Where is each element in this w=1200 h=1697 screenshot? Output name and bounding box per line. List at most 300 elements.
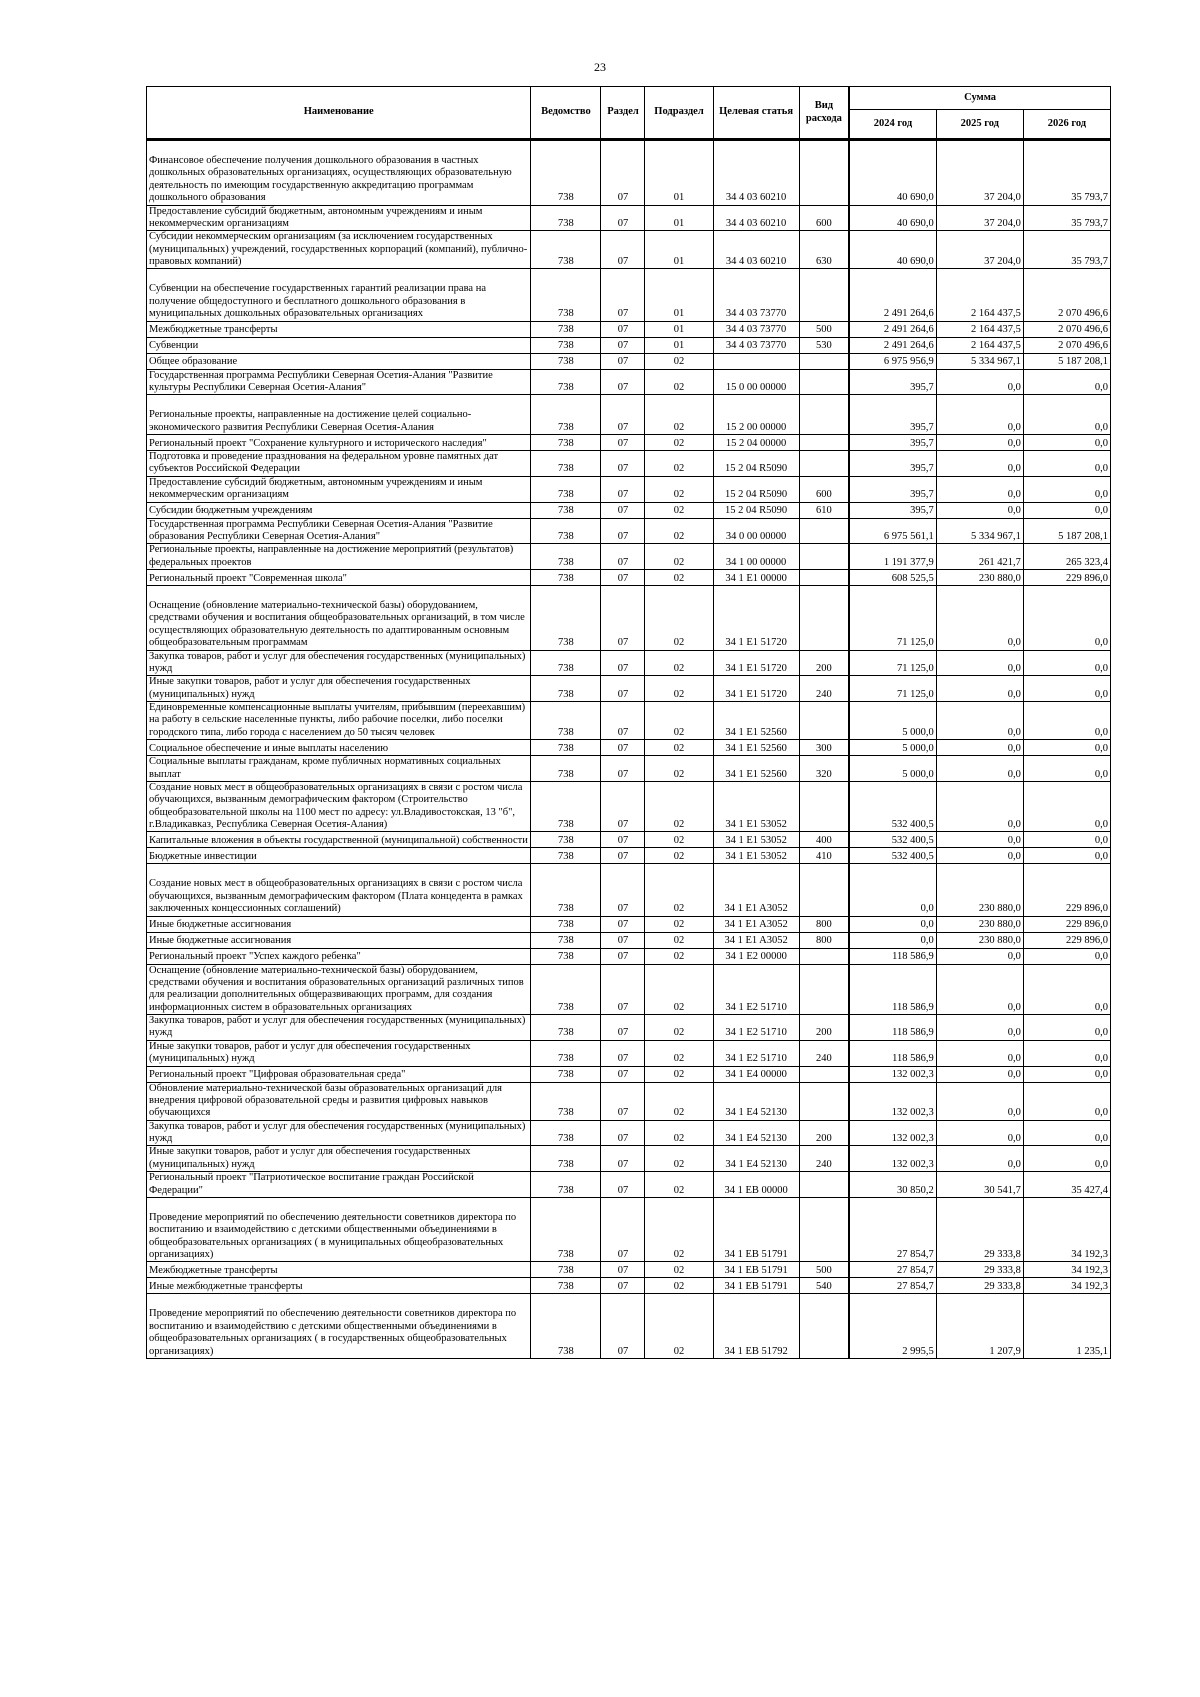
row-podrazdel-cell: 02 bbox=[645, 353, 713, 369]
row-name-cell: Закупка товаров, работ и услуг для обеспечения государственных (муниципальных) нужд bbox=[147, 650, 531, 676]
row-podrazdel-cell: 02 bbox=[645, 369, 713, 395]
row-expense-type-cell: 800 bbox=[799, 932, 849, 948]
row-2026-cell: 0,0 bbox=[1023, 1146, 1110, 1172]
row-ved-cell: 738 bbox=[531, 518, 601, 544]
row-expense-type-cell bbox=[799, 451, 849, 477]
row-name-cell: Финансовое обеспечение получения дошкольного образования в частных дошкольных образовательных организациях, осуществляющих образовательную деятельность по имеющим государственную аккредитацию программам дошкольного образования bbox=[147, 140, 531, 206]
row-2024-cell: 40 690,0 bbox=[849, 140, 936, 206]
row-razdel-cell: 07 bbox=[601, 932, 645, 948]
row-name-cell: Предоставление субсидий бюджетным, автономным учреждениям и иным некоммерческим организациям bbox=[147, 205, 531, 231]
row-razdel-cell: 07 bbox=[601, 570, 645, 586]
row-razdel-cell: 07 bbox=[601, 832, 645, 848]
row-ved-cell: 738 bbox=[531, 1120, 601, 1146]
row-razdel-cell: 07 bbox=[601, 781, 645, 832]
row-expense-type-cell bbox=[799, 1172, 849, 1198]
row-expense-type-cell bbox=[799, 353, 849, 369]
row-expense-type-cell: 600 bbox=[799, 205, 849, 231]
row-target-article-cell: 34 4 03 73770 bbox=[713, 337, 799, 353]
row-2026-cell: 34 192,3 bbox=[1023, 1278, 1110, 1294]
row-2026-cell: 0,0 bbox=[1023, 369, 1110, 395]
row-expense-type-cell: 610 bbox=[799, 502, 849, 518]
row-2025-cell: 2 164 437,5 bbox=[936, 337, 1023, 353]
row-name-cell: Иные бюджетные ассигнования bbox=[147, 916, 531, 932]
table-body bbox=[147, 140, 1111, 1359]
table-row bbox=[147, 964, 1111, 1015]
row-2024-cell: 6 975 956,9 bbox=[849, 353, 936, 369]
row-2025-cell: 37 204,0 bbox=[936, 205, 1023, 231]
table-row bbox=[147, 781, 1111, 832]
row-expense-type-cell bbox=[799, 570, 849, 586]
row-2026-cell: 0,0 bbox=[1023, 502, 1110, 518]
row-name-cell: Региональный проект "Современная школа" bbox=[147, 570, 531, 586]
header-name: Наименование bbox=[147, 87, 531, 140]
row-razdel-cell: 07 bbox=[601, 1066, 645, 1082]
row-expense-type-cell: 200 bbox=[799, 650, 849, 676]
table-row bbox=[147, 337, 1111, 353]
row-target-article-cell: 15 2 04 R5090 bbox=[713, 502, 799, 518]
row-2026-cell: 0,0 bbox=[1023, 1120, 1110, 1146]
row-2026-cell: 0,0 bbox=[1023, 702, 1110, 740]
row-expense-type-cell bbox=[799, 435, 849, 451]
row-2024-cell: 5 000,0 bbox=[849, 702, 936, 740]
row-2025-cell: 0,0 bbox=[936, 586, 1023, 651]
row-ved-cell: 738 bbox=[531, 1040, 601, 1066]
row-podrazdel-cell: 01 bbox=[645, 205, 713, 231]
row-razdel-cell: 07 bbox=[601, 435, 645, 451]
row-2024-cell: 532 400,5 bbox=[849, 848, 936, 864]
row-podrazdel-cell: 02 bbox=[645, 586, 713, 651]
row-2025-cell: 0,0 bbox=[936, 1040, 1023, 1066]
row-2024-cell: 71 125,0 bbox=[849, 676, 936, 702]
row-name-cell: Социальное обеспечение и иные выплаты населению bbox=[147, 740, 531, 756]
row-ved-cell: 738 bbox=[531, 948, 601, 964]
row-2025-cell: 5 334 967,1 bbox=[936, 518, 1023, 544]
row-2025-cell: 37 204,0 bbox=[936, 231, 1023, 269]
row-expense-type-cell: 630 bbox=[799, 231, 849, 269]
row-podrazdel-cell: 02 bbox=[645, 1197, 713, 1262]
table-row bbox=[147, 395, 1111, 435]
row-target-article-cell: 34 4 03 60210 bbox=[713, 205, 799, 231]
row-target-article-cell: 34 1 EB 51791 bbox=[713, 1278, 799, 1294]
row-2026-cell: 229 896,0 bbox=[1023, 916, 1110, 932]
row-2025-cell: 2 164 437,5 bbox=[936, 269, 1023, 321]
row-target-article-cell: 15 0 00 00000 bbox=[713, 369, 799, 395]
row-name-cell: Общее образование bbox=[147, 353, 531, 369]
row-ved-cell: 738 bbox=[531, 586, 601, 651]
row-name-cell: Межбюджетные трансферты bbox=[147, 321, 531, 337]
table-row bbox=[147, 353, 1111, 369]
row-name-cell: Иные закупки товаров, работ и услуг для обеспечения государственных (муниципальных) нужд bbox=[147, 1146, 531, 1172]
row-2026-cell: 0,0 bbox=[1023, 740, 1110, 756]
row-name-cell: Субвенции bbox=[147, 337, 531, 353]
row-razdel-cell: 07 bbox=[601, 269, 645, 321]
row-razdel-cell: 07 bbox=[601, 1040, 645, 1066]
row-ved-cell: 738 bbox=[531, 650, 601, 676]
row-expense-type-cell bbox=[799, 586, 849, 651]
row-razdel-cell: 07 bbox=[601, 916, 645, 932]
row-razdel-cell: 07 bbox=[601, 476, 645, 502]
row-target-article-cell: 34 1 E4 00000 bbox=[713, 1066, 799, 1082]
row-podrazdel-cell: 02 bbox=[645, 948, 713, 964]
row-2025-cell: 0,0 bbox=[936, 1082, 1023, 1120]
row-name-cell: Иные закупки товаров, работ и услуг для обеспечения государственных (муниципальных) нужд bbox=[147, 1040, 531, 1066]
row-podrazdel-cell: 02 bbox=[645, 570, 713, 586]
row-2026-cell: 229 896,0 bbox=[1023, 932, 1110, 948]
row-2026-cell: 0,0 bbox=[1023, 650, 1110, 676]
row-ved-cell: 738 bbox=[531, 964, 601, 1015]
row-razdel-cell: 07 bbox=[601, 1278, 645, 1294]
row-2025-cell: 0,0 bbox=[936, 1120, 1023, 1146]
row-2024-cell: 40 690,0 bbox=[849, 231, 936, 269]
table-row bbox=[147, 1120, 1111, 1146]
row-name-cell: Подготовка и проведение празднования на федеральном уровне памятных дат субъектов Российской Федерации bbox=[147, 451, 531, 477]
row-ved-cell: 738 bbox=[531, 570, 601, 586]
row-expense-type-cell bbox=[799, 781, 849, 832]
row-ved-cell: 738 bbox=[531, 832, 601, 848]
table-row bbox=[147, 756, 1111, 782]
row-name-cell: Межбюджетные трансферты bbox=[147, 1262, 531, 1278]
table-row bbox=[147, 1294, 1111, 1359]
row-2024-cell: 2 491 264,6 bbox=[849, 337, 936, 353]
header-ved: Ведомство bbox=[531, 87, 601, 140]
row-2025-cell: 0,0 bbox=[936, 848, 1023, 864]
row-2024-cell: 30 850,2 bbox=[849, 1172, 936, 1198]
row-ved-cell: 738 bbox=[531, 1066, 601, 1082]
row-razdel-cell: 07 bbox=[601, 740, 645, 756]
row-name-cell: Оснащение (обновление материально-технической базы) оборудованием, средствами обучения и воспитания образовательных организаций различных типов для реализации дополнительных общеразвивающих программ, для создания информационных систем в образовательных организациях bbox=[147, 964, 531, 1015]
row-name-cell: Проведение мероприятий по обеспечению деятельности советников директора по воспитанию и взаимодействию с детскими общественными объединениями в общеобразовательных организациях ( в государственных общеобразовательных организациях) bbox=[147, 1294, 531, 1359]
row-podrazdel-cell: 02 bbox=[645, 756, 713, 782]
table-row bbox=[147, 932, 1111, 948]
row-2025-cell: 0,0 bbox=[936, 476, 1023, 502]
row-name-cell: Региональный проект "Успех каждого ребенка" bbox=[147, 948, 531, 964]
row-razdel-cell: 07 bbox=[601, 650, 645, 676]
row-ved-cell: 738 bbox=[531, 502, 601, 518]
table-row bbox=[147, 1040, 1111, 1066]
row-target-article-cell: 34 1 E1 51720 bbox=[713, 676, 799, 702]
row-2024-cell: 395,7 bbox=[849, 502, 936, 518]
row-2026-cell: 0,0 bbox=[1023, 964, 1110, 1015]
row-podrazdel-cell: 02 bbox=[645, 916, 713, 932]
row-2024-cell: 132 002,3 bbox=[849, 1082, 936, 1120]
row-podrazdel-cell: 02 bbox=[645, 1040, 713, 1066]
row-name-cell: Создание новых мест в общеобразовательных организациях в связи с ростом числа обучающихся, вызванным демографическим фактором (Строительство общеобразовательной школы на 1100 мест по адресу: ул.Владивостокская, 13 "б", г.Владикавказ, Республика Северная Осетия-Алания) bbox=[147, 781, 531, 832]
row-2025-cell: 230 880,0 bbox=[936, 570, 1023, 586]
row-ved-cell: 738 bbox=[531, 544, 601, 570]
row-2026-cell: 265 323,4 bbox=[1023, 544, 1110, 570]
table-row bbox=[147, 476, 1111, 502]
row-target-article-cell: 34 1 EB 00000 bbox=[713, 1172, 799, 1198]
row-ved-cell: 738 bbox=[531, 435, 601, 451]
row-2025-cell: 0,0 bbox=[936, 451, 1023, 477]
row-2026-cell: 35 427,4 bbox=[1023, 1172, 1110, 1198]
row-podrazdel-cell: 02 bbox=[645, 1172, 713, 1198]
row-2026-cell: 2 070 496,6 bbox=[1023, 269, 1110, 321]
row-ved-cell: 738 bbox=[531, 337, 601, 353]
row-podrazdel-cell: 02 bbox=[645, 1082, 713, 1120]
row-2024-cell: 532 400,5 bbox=[849, 832, 936, 848]
row-podrazdel-cell: 02 bbox=[645, 1015, 713, 1041]
row-podrazdel-cell: 02 bbox=[645, 932, 713, 948]
row-razdel-cell: 07 bbox=[601, 544, 645, 570]
table-row bbox=[147, 518, 1111, 544]
row-expense-type-cell bbox=[799, 1197, 849, 1262]
table-row bbox=[147, 1278, 1111, 1294]
header-year-2024: 2024 год bbox=[849, 110, 936, 140]
row-2025-cell: 2 164 437,5 bbox=[936, 321, 1023, 337]
row-ved-cell: 738 bbox=[531, 1146, 601, 1172]
header-target-article: Целевая статья bbox=[713, 87, 799, 140]
row-razdel-cell: 07 bbox=[601, 321, 645, 337]
table-row bbox=[147, 140, 1111, 206]
row-2025-cell: 230 880,0 bbox=[936, 916, 1023, 932]
table-row bbox=[147, 864, 1111, 916]
row-target-article-cell: 34 1 EB 51791 bbox=[713, 1262, 799, 1278]
row-2024-cell: 6 975 561,1 bbox=[849, 518, 936, 544]
row-podrazdel-cell: 02 bbox=[645, 1262, 713, 1278]
row-2024-cell: 71 125,0 bbox=[849, 586, 936, 651]
row-podrazdel-cell: 02 bbox=[645, 1146, 713, 1172]
row-ved-cell: 738 bbox=[531, 269, 601, 321]
row-2024-cell: 2 995,5 bbox=[849, 1294, 936, 1359]
row-ved-cell: 738 bbox=[531, 1262, 601, 1278]
row-2025-cell: 0,0 bbox=[936, 369, 1023, 395]
row-podrazdel-cell: 02 bbox=[645, 650, 713, 676]
row-expense-type-cell bbox=[799, 369, 849, 395]
table-row bbox=[147, 1146, 1111, 1172]
row-expense-type-cell: 530 bbox=[799, 337, 849, 353]
row-podrazdel-cell: 02 bbox=[645, 832, 713, 848]
row-2024-cell: 395,7 bbox=[849, 435, 936, 451]
table-row bbox=[147, 321, 1111, 337]
row-2024-cell: 118 586,9 bbox=[849, 1015, 936, 1041]
row-expense-type-cell bbox=[799, 948, 849, 964]
row-razdel-cell: 07 bbox=[601, 502, 645, 518]
row-podrazdel-cell: 02 bbox=[645, 476, 713, 502]
row-2026-cell: 34 192,3 bbox=[1023, 1197, 1110, 1262]
row-2025-cell: 230 880,0 bbox=[936, 864, 1023, 916]
row-2024-cell: 2 491 264,6 bbox=[849, 321, 936, 337]
row-2026-cell: 0,0 bbox=[1023, 848, 1110, 864]
row-name-cell: Бюджетные инвестиции bbox=[147, 848, 531, 864]
row-2024-cell: 0,0 bbox=[849, 916, 936, 932]
row-name-cell: Закупка товаров, работ и услуг для обеспечения государственных (муниципальных) нужд bbox=[147, 1015, 531, 1041]
row-expense-type-cell: 500 bbox=[799, 1262, 849, 1278]
row-ved-cell: 738 bbox=[531, 781, 601, 832]
row-2026-cell: 0,0 bbox=[1023, 1015, 1110, 1041]
row-razdel-cell: 07 bbox=[601, 1197, 645, 1262]
row-target-article-cell: 34 1 E4 52130 bbox=[713, 1146, 799, 1172]
row-expense-type-cell bbox=[799, 964, 849, 1015]
row-podrazdel-cell: 02 bbox=[645, 502, 713, 518]
row-name-cell: Капитальные вложения в объекты государственной (муниципальной) собственности bbox=[147, 832, 531, 848]
row-ved-cell: 738 bbox=[531, 395, 601, 435]
row-target-article-cell: 34 1 E1 53052 bbox=[713, 832, 799, 848]
row-target-article-cell: 34 1 E2 51710 bbox=[713, 964, 799, 1015]
row-ved-cell: 738 bbox=[531, 916, 601, 932]
row-expense-type-cell: 500 bbox=[799, 321, 849, 337]
row-ved-cell: 738 bbox=[531, 140, 601, 206]
row-2026-cell: 35 793,7 bbox=[1023, 205, 1110, 231]
row-target-article-cell: 34 1 E1 53052 bbox=[713, 781, 799, 832]
row-2025-cell: 0,0 bbox=[936, 740, 1023, 756]
table-row bbox=[147, 848, 1111, 864]
row-expense-type-cell bbox=[799, 544, 849, 570]
row-target-article-cell: 34 4 03 73770 bbox=[713, 269, 799, 321]
row-name-cell: Региональный проект "Сохранение культурного и исторического наследия" bbox=[147, 435, 531, 451]
row-name-cell: Закупка товаров, работ и услуг для обеспечения государственных (муниципальных) нужд bbox=[147, 1120, 531, 1146]
row-expense-type-cell: 240 bbox=[799, 676, 849, 702]
row-target-article-cell: 34 4 03 73770 bbox=[713, 321, 799, 337]
row-2025-cell: 29 333,8 bbox=[936, 1278, 1023, 1294]
row-razdel-cell: 07 bbox=[601, 337, 645, 353]
row-2026-cell: 0,0 bbox=[1023, 1066, 1110, 1082]
row-ved-cell: 738 bbox=[531, 321, 601, 337]
row-razdel-cell: 07 bbox=[601, 231, 645, 269]
row-podrazdel-cell: 01 bbox=[645, 337, 713, 353]
row-2024-cell: 5 000,0 bbox=[849, 756, 936, 782]
row-expense-type-cell: 200 bbox=[799, 1015, 849, 1041]
row-2025-cell: 261 421,7 bbox=[936, 544, 1023, 570]
row-target-article-cell: 34 1 E1 51720 bbox=[713, 650, 799, 676]
row-2025-cell: 37 204,0 bbox=[936, 140, 1023, 206]
row-expense-type-cell bbox=[799, 140, 849, 206]
row-2024-cell: 132 002,3 bbox=[849, 1120, 936, 1146]
row-razdel-cell: 07 bbox=[601, 353, 645, 369]
row-target-article-cell: 15 2 04 R5090 bbox=[713, 451, 799, 477]
row-razdel-cell: 07 bbox=[601, 1172, 645, 1198]
row-2024-cell: 2 491 264,6 bbox=[849, 269, 936, 321]
row-expense-type-cell: 240 bbox=[799, 1040, 849, 1066]
row-name-cell: Государственная программа Республики Северная Осетия-Алания "Развитие культуры Республики Северная Осетия-Алания" bbox=[147, 369, 531, 395]
row-podrazdel-cell: 02 bbox=[645, 964, 713, 1015]
row-target-article-cell: 34 1 E1 A3052 bbox=[713, 932, 799, 948]
row-expense-type-cell: 200 bbox=[799, 1120, 849, 1146]
row-expense-type-cell bbox=[799, 518, 849, 544]
table-row bbox=[147, 740, 1111, 756]
table-row bbox=[147, 1262, 1111, 1278]
table-row bbox=[147, 1015, 1111, 1041]
row-razdel-cell: 07 bbox=[601, 964, 645, 1015]
row-razdel-cell: 07 bbox=[601, 205, 645, 231]
header-year-2026: 2026 год bbox=[1023, 110, 1110, 140]
row-ved-cell: 738 bbox=[531, 1172, 601, 1198]
table-row bbox=[147, 544, 1111, 570]
row-2024-cell: 40 690,0 bbox=[849, 205, 936, 231]
table-row bbox=[147, 702, 1111, 740]
row-name-cell: Субвенции на обеспечение государственных гарантий реализации права на получение общедоступного и бесплатного дошкольного образования в муниципальных дошкольных образовательных организациях bbox=[147, 269, 531, 321]
row-target-article-cell: 34 1 EB 51791 bbox=[713, 1197, 799, 1262]
row-2026-cell: 35 793,7 bbox=[1023, 140, 1110, 206]
row-name-cell: Предоставление субсидий бюджетным, автономным учреждениям и иным некоммерческим организациям bbox=[147, 476, 531, 502]
row-razdel-cell: 07 bbox=[601, 756, 645, 782]
row-ved-cell: 738 bbox=[531, 864, 601, 916]
row-name-cell: Единовременные компенсационные выплаты учителям, прибывшим (переехавшим) на работу в сельские населенные пункты, либо рабочие поселки, либо поселки городского типа, либо города с населением до 50 тысяч человек bbox=[147, 702, 531, 740]
row-2026-cell: 229 896,0 bbox=[1023, 570, 1110, 586]
row-name-cell: Оснащение (обновление материально-технической базы) оборудованием, средствами обучения и воспитания общеобразовательных организаций, в том числе осуществляющих образовательную деятельность по адаптированным основным общеобразовательным программам bbox=[147, 586, 531, 651]
row-expense-type-cell bbox=[799, 702, 849, 740]
row-2025-cell: 0,0 bbox=[936, 676, 1023, 702]
row-name-cell: Создание новых мест в общеобразовательных организациях в связи с ростом числа обучающихся, вызванным демографическим фактором (Плата концедента в рамках заключенных концессионных соглашений) bbox=[147, 864, 531, 916]
row-2026-cell: 5 187 208,1 bbox=[1023, 353, 1110, 369]
table-row bbox=[147, 676, 1111, 702]
row-name-cell: Субсидии бюджетным учреждениям bbox=[147, 502, 531, 518]
row-razdel-cell: 07 bbox=[601, 864, 645, 916]
row-razdel-cell: 07 bbox=[601, 518, 645, 544]
row-razdel-cell: 07 bbox=[601, 1120, 645, 1146]
row-podrazdel-cell: 02 bbox=[645, 395, 713, 435]
row-2026-cell: 1 235,1 bbox=[1023, 1294, 1110, 1359]
row-target-article-cell: 34 1 E1 53052 bbox=[713, 848, 799, 864]
table-header bbox=[147, 87, 1111, 140]
table-row bbox=[147, 1197, 1111, 1262]
row-target-article-cell: 15 2 00 00000 bbox=[713, 395, 799, 435]
row-target-article-cell: 34 4 03 60210 bbox=[713, 231, 799, 269]
row-target-article-cell: 34 1 E2 00000 bbox=[713, 948, 799, 964]
row-podrazdel-cell: 02 bbox=[645, 1294, 713, 1359]
row-target-article-cell: 34 1 E2 51710 bbox=[713, 1015, 799, 1041]
row-2026-cell: 34 192,3 bbox=[1023, 1262, 1110, 1278]
row-ved-cell: 738 bbox=[531, 848, 601, 864]
row-expense-type-cell bbox=[799, 395, 849, 435]
row-2024-cell: 395,7 bbox=[849, 395, 936, 435]
header-razdel: Раздел bbox=[601, 87, 645, 140]
row-2025-cell: 5 334 967,1 bbox=[936, 353, 1023, 369]
row-podrazdel-cell: 02 bbox=[645, 740, 713, 756]
row-podrazdel-cell: 02 bbox=[645, 702, 713, 740]
row-ved-cell: 738 bbox=[531, 702, 601, 740]
row-2026-cell: 5 187 208,1 bbox=[1023, 518, 1110, 544]
row-ved-cell: 738 bbox=[531, 353, 601, 369]
row-razdel-cell: 07 bbox=[601, 1082, 645, 1120]
row-target-article-cell: 34 0 00 00000 bbox=[713, 518, 799, 544]
row-2024-cell: 27 854,7 bbox=[849, 1262, 936, 1278]
row-target-article-cell: 34 1 E4 52130 bbox=[713, 1120, 799, 1146]
row-name-cell: Региональный проект "Цифровая образовательная среда" bbox=[147, 1066, 531, 1082]
table-row bbox=[147, 451, 1111, 477]
row-expense-type-cell bbox=[799, 269, 849, 321]
row-ved-cell: 738 bbox=[531, 369, 601, 395]
row-expense-type-cell bbox=[799, 1066, 849, 1082]
table-row bbox=[147, 1066, 1111, 1082]
row-2025-cell: 30 541,7 bbox=[936, 1172, 1023, 1198]
row-razdel-cell: 07 bbox=[601, 1015, 645, 1041]
row-2026-cell: 0,0 bbox=[1023, 451, 1110, 477]
row-razdel-cell: 07 bbox=[601, 948, 645, 964]
row-name-cell: Региональный проект "Патриотическое воспитание граждан Российской Федерации" bbox=[147, 1172, 531, 1198]
row-razdel-cell: 07 bbox=[601, 1146, 645, 1172]
row-2025-cell: 0,0 bbox=[936, 1066, 1023, 1082]
row-razdel-cell: 07 bbox=[601, 451, 645, 477]
row-target-article-cell: 15 2 04 00000 bbox=[713, 435, 799, 451]
row-2026-cell: 0,0 bbox=[1023, 1040, 1110, 1066]
row-2024-cell: 118 586,9 bbox=[849, 1040, 936, 1066]
row-expense-type-cell: 320 bbox=[799, 756, 849, 782]
row-podrazdel-cell: 02 bbox=[645, 864, 713, 916]
row-target-article-cell: 34 1 E1 00000 bbox=[713, 570, 799, 586]
row-2026-cell: 2 070 496,6 bbox=[1023, 337, 1110, 353]
row-2026-cell: 0,0 bbox=[1023, 832, 1110, 848]
row-podrazdel-cell: 02 bbox=[645, 1278, 713, 1294]
row-razdel-cell: 07 bbox=[601, 369, 645, 395]
table-row bbox=[147, 435, 1111, 451]
row-2026-cell: 229 896,0 bbox=[1023, 864, 1110, 916]
row-razdel-cell: 07 bbox=[601, 702, 645, 740]
row-name-cell: Государственная программа Республики Северная Осетия-Алания "Развитие образования Республики Северная Осетия-Алания" bbox=[147, 518, 531, 544]
row-expense-type-cell: 600 bbox=[799, 476, 849, 502]
row-podrazdel-cell: 01 bbox=[645, 231, 713, 269]
row-expense-type-cell bbox=[799, 1294, 849, 1359]
